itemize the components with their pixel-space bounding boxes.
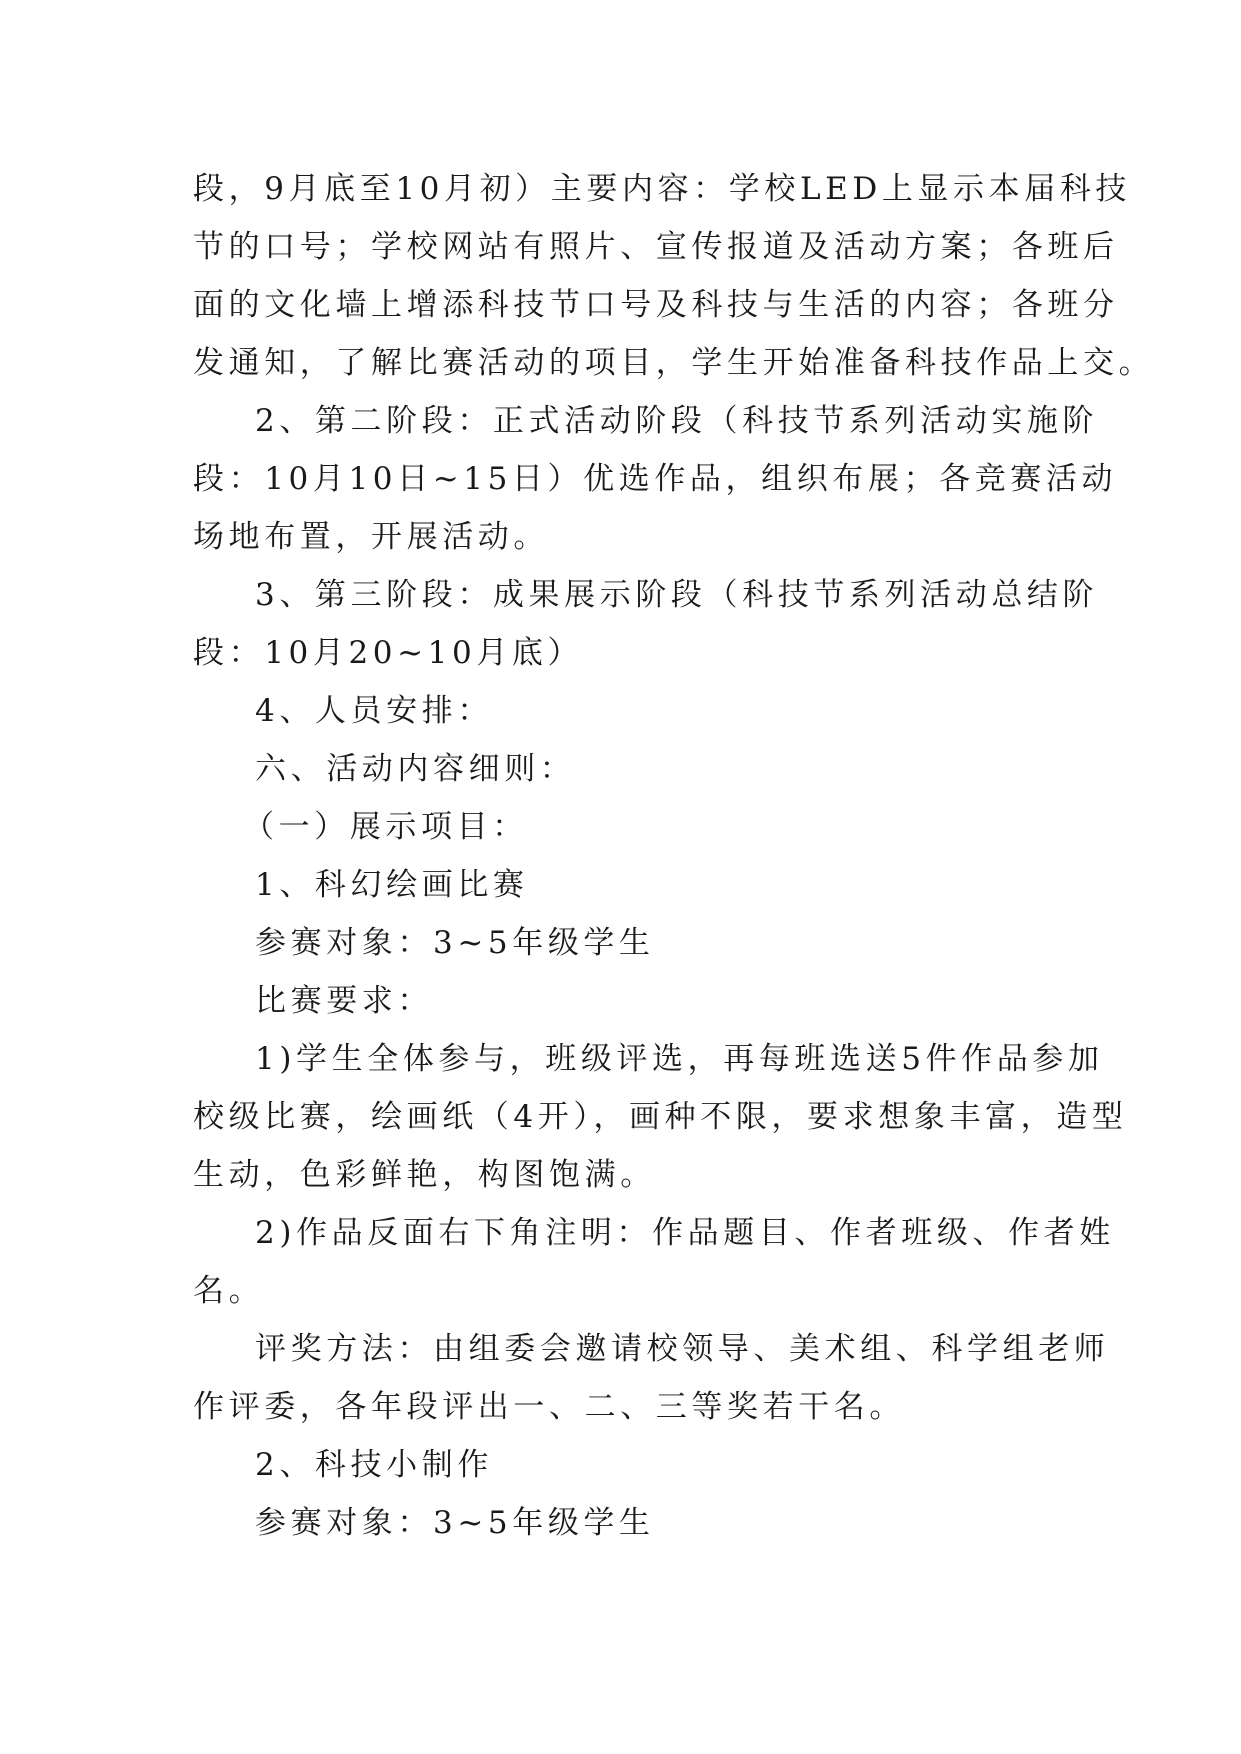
paragraph-line: 3、第三阶段：成果展示阶段（科技节系列活动总结阶 [255,577,1099,613]
paragraph-line: 评奖方法：由组委会邀请校领导、美术组、科学组老师 [255,1331,1110,1367]
paragraph-line: 段：10月10日~15日）优选作品，组织布展；各竞赛活动 [193,461,1118,497]
paragraph-line: 比赛要求： [255,983,433,1019]
paragraph-line: 段：10月20~10月底） [193,635,584,671]
paragraph-line: 参赛对象：3~5年级学生 [255,925,655,961]
paragraph-line: 段，9月底至10月初）主要内容：学校LED上显示本届科技 [193,171,1132,207]
paragraph-line: 生动，色彩鲜艳，构图饱满。 [193,1157,656,1193]
paragraph-line: 2)作品反面右下角注明：作品题目、作者班级、作者姓 [255,1215,1115,1251]
section-heading: 六、活动内容细则： [255,751,576,787]
paragraph-line: 节的口号；学校网站有照片、宣传报道及活动方案；各班后 [193,229,1119,265]
item-heading: 2、科技小制作 [255,1447,493,1483]
paragraph-line: 作评委，各年段评出一、二、三等奖若干名。 [193,1389,905,1425]
paragraph-line: 2、第二阶段：正式活动阶段（科技节系列活动实施阶 [255,403,1099,439]
paragraph-line: 校级比赛，绘画纸（4开），画种不限，要求想象丰富，造型 [193,1099,1128,1135]
paragraph-line: 4、人员安排： [255,693,493,729]
paragraph-line: 场地布置，开展活动。 [193,519,549,555]
paragraph-line: 发通知，了解比赛活动的项目，学生开始准备科技作品上交。 [193,345,1155,381]
paragraph-line: 参赛对象：3~5年级学生 [255,1505,655,1541]
paragraph-line: 面的文化墙上增添科技节口号及科技与生活的内容；各班分 [193,287,1119,323]
paragraph-line: 1)学生全体参与，班级评选，再每班选送5件作品参加 [255,1041,1104,1077]
item-heading: 1、科幻绘画比赛 [255,867,529,903]
subsection-heading: （一）展示项目： [243,809,528,845]
paragraph-line: 名。 [193,1273,265,1309]
